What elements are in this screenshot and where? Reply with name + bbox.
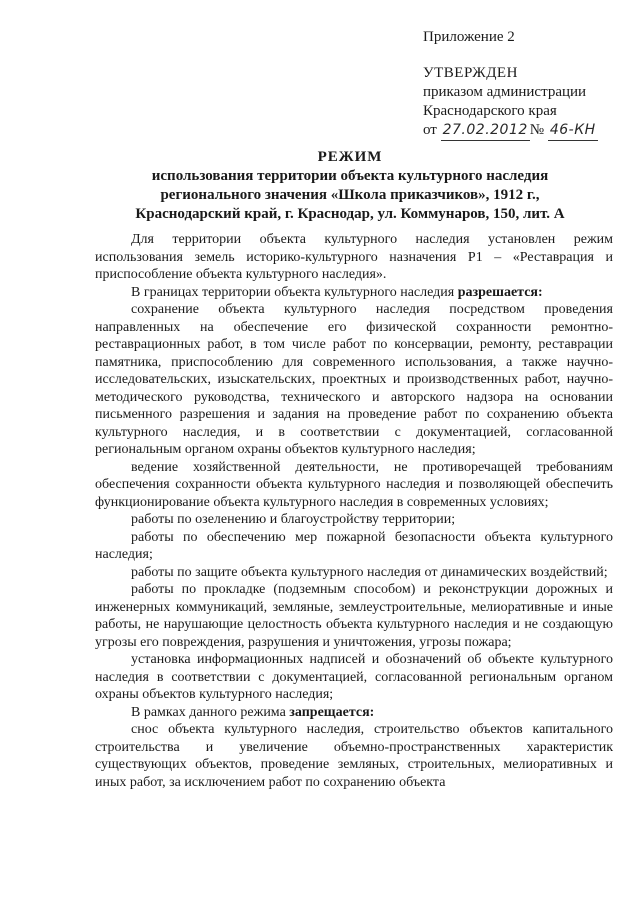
prohibited-heading-text: В рамках данного режима	[131, 704, 290, 720]
paragraph-fire-safety: работы по обеспечению мер пожарной безопасности объекта культурного наследия;	[95, 529, 613, 562]
paragraph-signage: установка информационных надписей и обозначений об объекте культурного наследия в соответствии с документацией, согласованной региональным органом охраны объектов культурного наследия;	[95, 652, 613, 702]
prohibited-keyword: запрещается:	[289, 704, 375, 720]
title-line-1: использования территории объекта культурного наследия	[151, 168, 549, 184]
paragraph-permitted-heading	[95, 284, 613, 302]
paragraph-preservation: сохранение объекта культурного наследия посредством проведения направленных на обеспечение его физической сохранности ремонтно-реставрационных работ, в том числе работ по консервации, ремонту, реставрации памятника, приспособлению для современного использования, а также научно-исследовательских, изыскательских, проектных и производственных работ, научно-методического руководства, технического и авторского надзора на основании письменного разрешения и задания на проведение работ по сохранению объекта культурного наследия, и в соответствии с документацией, согласованной региональным органом охраны объектов культурного наследия;	[95, 302, 613, 457]
paragraph-communications: работы по прокладке (подземным способом) и реконструкции дорожных и инженерных коммуникаций, земляные, землеустроительные, мелиоративные и иные работы, не нарушающие целостность объекта культурного наследия и не создающую угрозы его повреждения, разрушения и уничтожения, угрозы пожара;	[95, 582, 613, 650]
title-line-3: Краснодарский край, г. Краснодар, ул. Коммунаров, 150, лит. А	[135, 206, 565, 222]
permitted-heading-text: В границах территории объекта культурного наследия	[131, 284, 458, 300]
paragraph-landscaping: работы по озеленению и благоустройству территории;	[131, 512, 456, 527]
approval-line-1: приказом администрации	[423, 84, 587, 100]
paragraph-economic-activity: ведение хозяйственной деятельности, не противоречащей требованиям обеспечения сохранности объекта культурного наследия и позволяющей обеспечить функционирование объекта культурного наследия в современных условиях;	[95, 459, 613, 510]
appendix-label: Приложение 2	[423, 29, 515, 45]
paragraph-demolition: снос объекта культурного наследия, строительство объектов капитального строительства и увеличение объемно-пространственных характеристик существующих объектов, проведение земляных, строительных, мелиоративных и иных работ, за исключением работ по сохранению объекта	[95, 722, 613, 790]
paragraph-intro: Для территории объекта культурного наследия установлен режим использования земель историко-культурного назначения Р1 – «Реставрация и приспособление объекта культурного наследия».	[95, 232, 613, 282]
paragraph-dynamic-protection: работы по защите объекта культурного наследия от динамических воздействий;	[131, 564, 608, 580]
handwritten-number: 46-КН	[548, 121, 598, 141]
paragraph-prohibited-heading	[95, 704, 613, 722]
handwritten-date: 27.02.2012	[441, 121, 530, 141]
document-body	[95, 231, 613, 791]
approved-heading: УТВЕРЖДЕН	[423, 65, 518, 81]
date-prefix: от	[423, 122, 437, 138]
document-title	[60, 148, 640, 224]
title-line-2: регионального значения «Школа приказчиков», 1912 г.,	[160, 187, 540, 203]
approval-line-2: Краснодарского края	[423, 103, 557, 119]
permitted-keyword: разрешается:	[457, 284, 543, 300]
approval-date-line	[423, 121, 633, 141]
title-main: РЕЖИМ	[317, 149, 383, 165]
number-prefix: №	[529, 122, 545, 138]
approval-block	[423, 64, 633, 141]
